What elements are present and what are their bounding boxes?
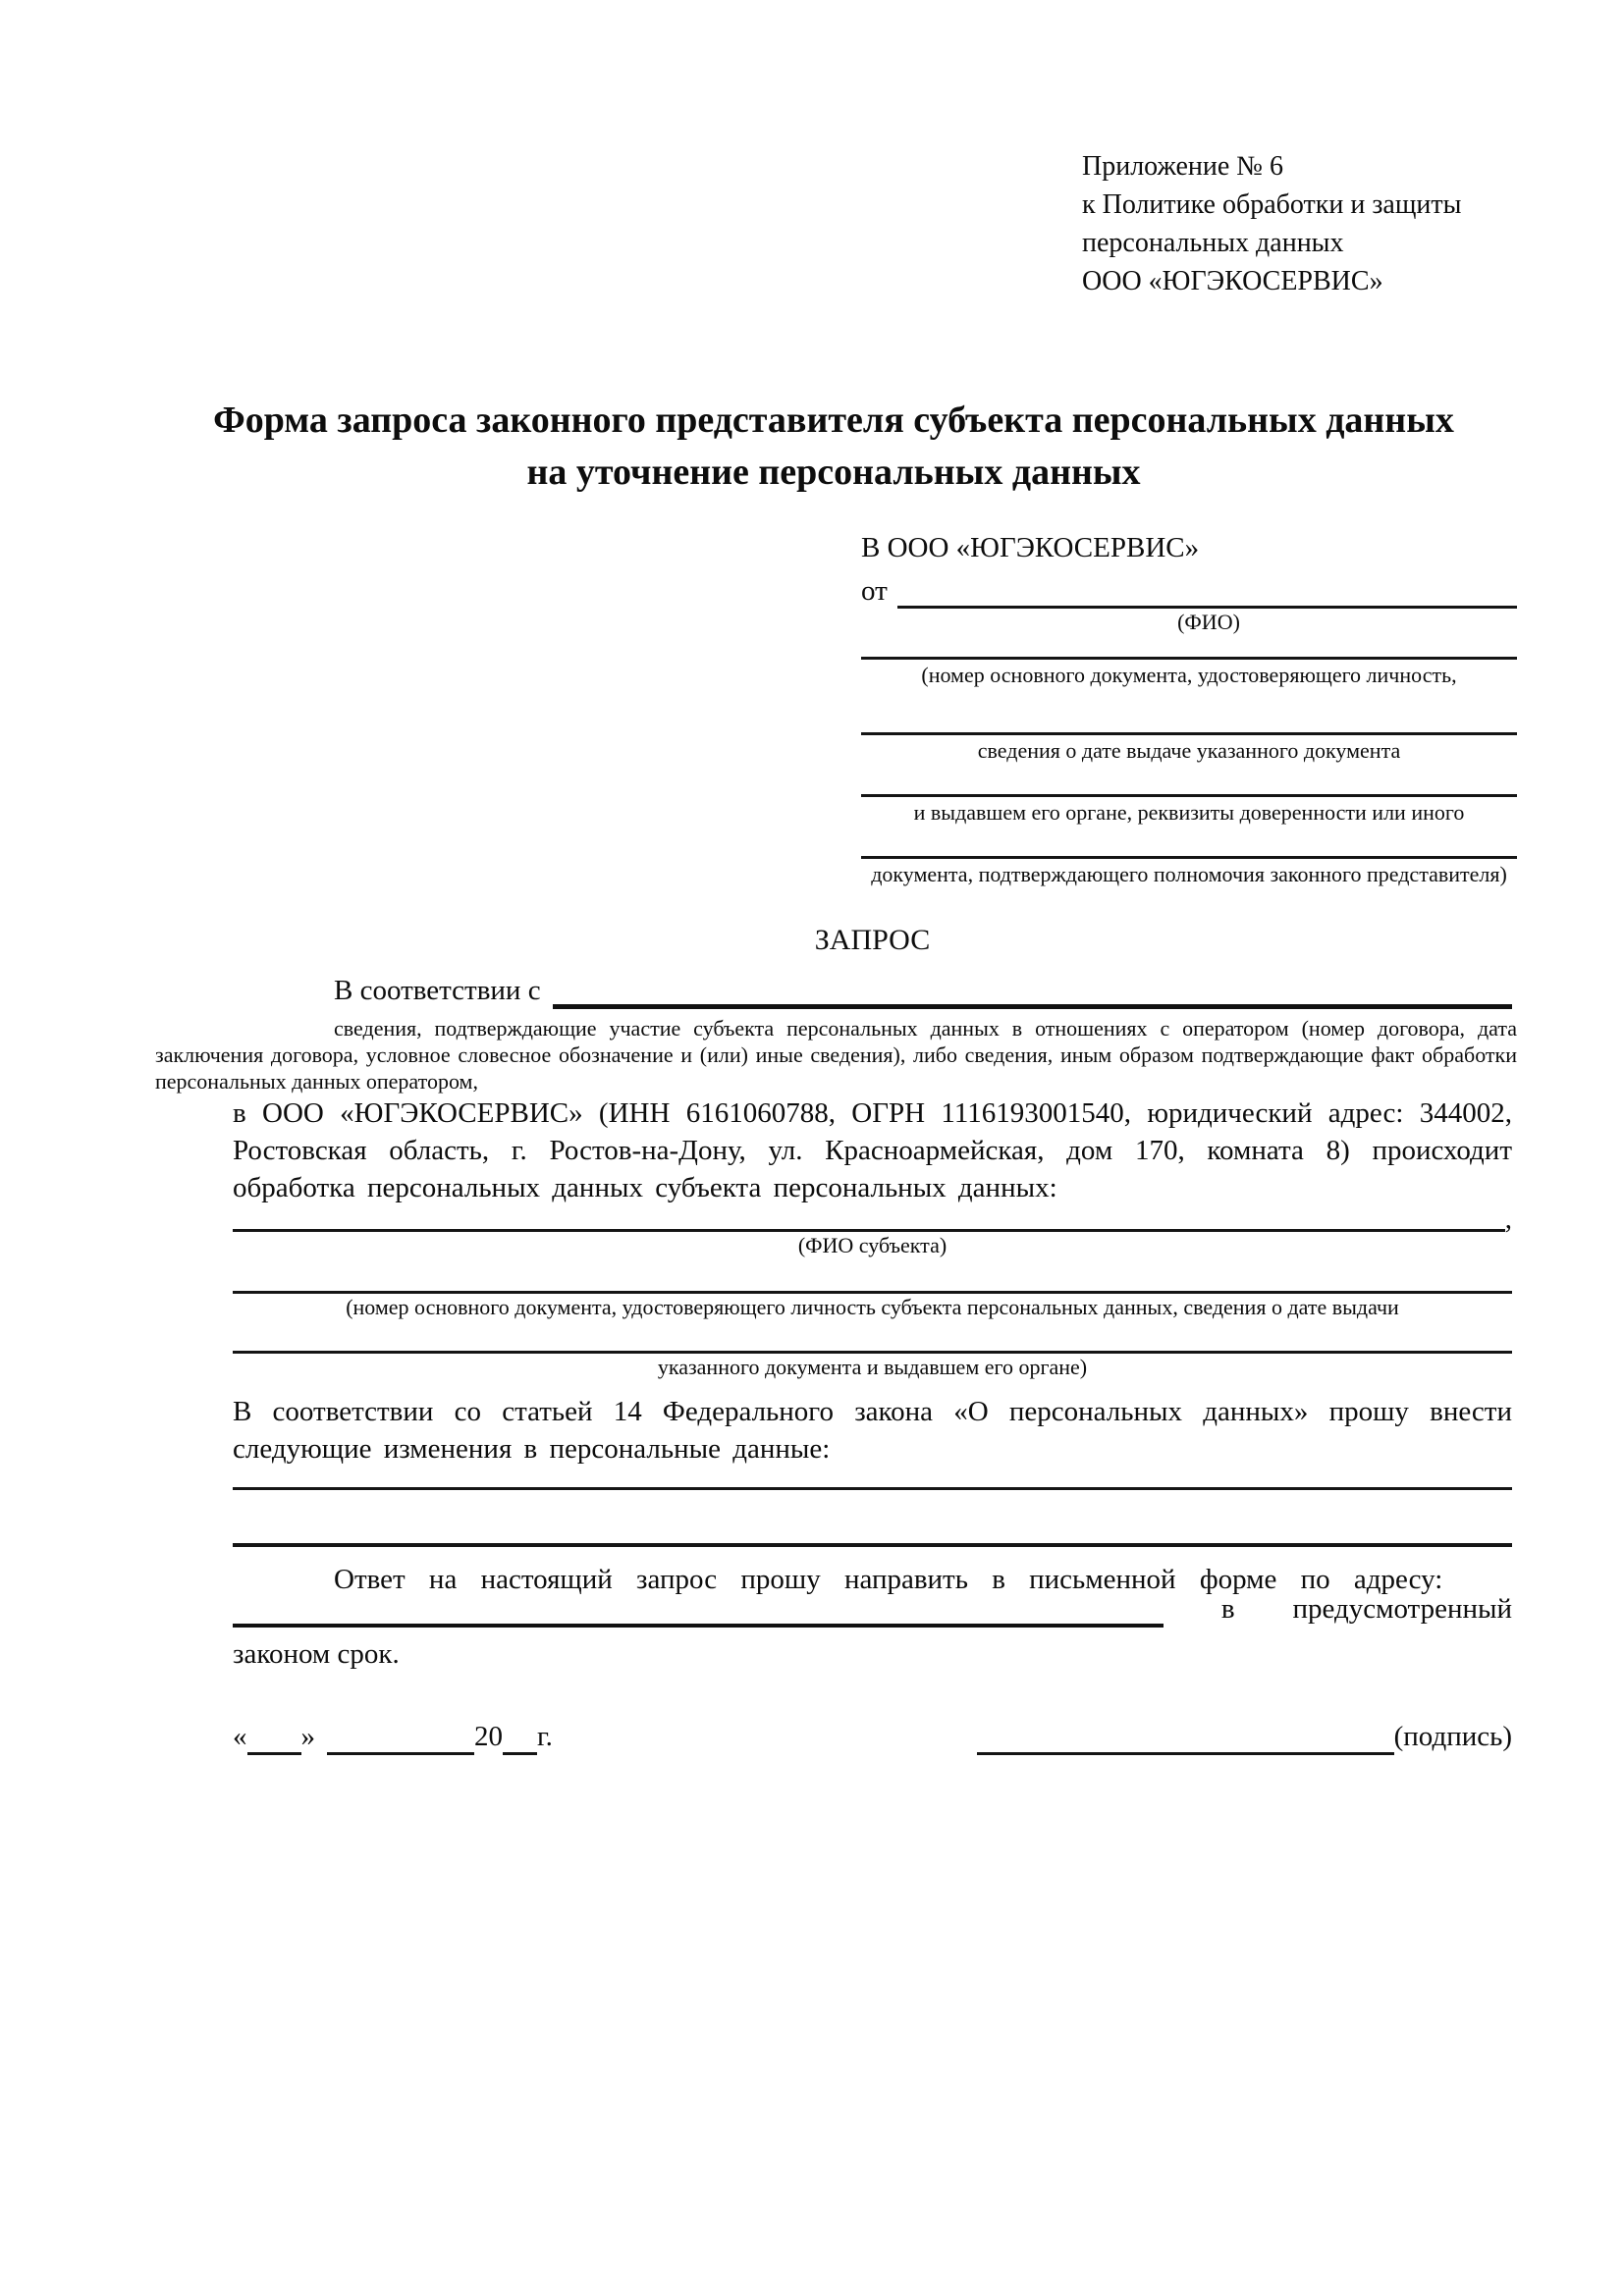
reply-address-row	[233, 1593, 1512, 1628]
from-row	[861, 573, 1517, 609]
blank-line-subject-document	[233, 1291, 1512, 1294]
addressee-organization: В ООО «ЮГЭКОСЕРВИС»	[861, 532, 1200, 563]
blank-day	[247, 1723, 301, 1755]
law-paragraph: В соответствии со статьей 14 Федерального закона «О персональных данных» прошу внести следующие изменения в персональные данные:	[233, 1396, 1512, 1465]
subject-fio-caption: (ФИО субъекта)	[797, 1233, 947, 1257]
signature-group	[977, 1718, 1512, 1755]
addressee-block	[861, 530, 1517, 886]
reply-word-predusmotrenny: предусмотренный	[1292, 1593, 1512, 1625]
appendix-note-line: ООО «ЮГЭКОСЕРВИС»	[1082, 266, 1383, 296]
subject-document-caption-1: (номер основного документа, удостоверяющего личность субъекта персональных данных, сведения о дате выдачи	[346, 1295, 1399, 1319]
appendix-note-line: персональных данных	[1082, 228, 1344, 258]
blank-line-caption: (номер основного документа, удостоверяющего личность,	[921, 663, 1457, 687]
year-prefix: 20	[474, 1721, 503, 1752]
fio-caption: (ФИО)	[1177, 610, 1240, 634]
appendix-note-line: к Политике обработки и защиты	[1082, 189, 1462, 220]
blank-month	[327, 1723, 474, 1755]
document-title	[155, 395, 1512, 499]
blank-line-subject-document-2	[233, 1351, 1512, 1354]
request-heading: ЗАПРОС	[814, 924, 931, 956]
document-title-line2: на уточнение персональных данных	[526, 452, 1141, 493]
request-body	[155, 923, 1517, 1755]
quote-open: «	[233, 1721, 247, 1752]
quote-close: »	[300, 1721, 315, 1752]
trailing-comma: ,	[1504, 1203, 1512, 1235]
blank-line-caption: сведения о дате выдаче указанного документа	[977, 738, 1401, 763]
document-title-line1: Форма запроса законного представителя субъекта персональных данных	[213, 400, 1454, 441]
blank-line-relation-details	[553, 1004, 1512, 1009]
blank-line-changes-2	[233, 1543, 1512, 1547]
blank-line-power-of-attorney	[861, 856, 1517, 859]
blank-line-changes-1	[233, 1487, 1512, 1490]
appendix-note-line: Приложение № 6	[1082, 151, 1283, 182]
blank-line-caption: и выдавшем его органе, реквизиты доверенности или иного	[913, 800, 1465, 825]
blank-line-document-number	[861, 657, 1517, 660]
appendix-note	[1082, 147, 1524, 300]
blank-line-issue-date	[861, 732, 1517, 735]
blank-year	[503, 1723, 537, 1755]
from-label: от	[861, 575, 888, 607]
blank-line-representative-fio	[897, 606, 1517, 609]
opening-row	[233, 974, 1512, 1009]
reply-sentence: Ответ на настоящий запрос прошу направить в письменной форме по адресу:	[334, 1564, 1443, 1595]
blank-line-issuing-authority	[861, 794, 1517, 797]
subject-fio-row	[233, 1203, 1512, 1235]
operator-paragraph: в ООО «ЮГЭКОСЕРВИС» (ИНН 6161060788, ОГРН 1116193001540, юридический адрес: 344002, Ростовская область, г. Ростов-на-Дону, ул. Красноармейская, дом 170, комната 8) происходит обработка персональных данных субъекта персональных данных:	[233, 1097, 1512, 1203]
reply-word-in: в	[1220, 1593, 1235, 1625]
relation-footnote: сведения, подтверждающие участие субъекта персональных данных в отношениях с оператором (номер договора, дата заключения договора, условное словесное обозначение и (или) иные сведения), либо сведения, иным образом подтверждающие факт обработки персональных данных оператором,	[155, 1016, 1517, 1094]
reply-tail: законом срок.	[233, 1638, 400, 1670]
blank-line-caption: документа, подтверждающего полномочия законного представителя)	[871, 862, 1507, 886]
blank-line-reply-address	[233, 1624, 1164, 1628]
blank-line-subject-fio	[233, 1229, 1505, 1232]
year-suffix: г.	[537, 1721, 553, 1752]
subject-document-caption-2: указанного документа и выдавшем его органе)	[657, 1355, 1088, 1379]
date-signature-row	[233, 1716, 1512, 1755]
signature-caption: (подпись)	[1393, 1721, 1512, 1752]
date-group	[233, 1718, 553, 1755]
blank-signature	[977, 1723, 1394, 1755]
opening-phrase: В соответствии с	[334, 975, 541, 1006]
